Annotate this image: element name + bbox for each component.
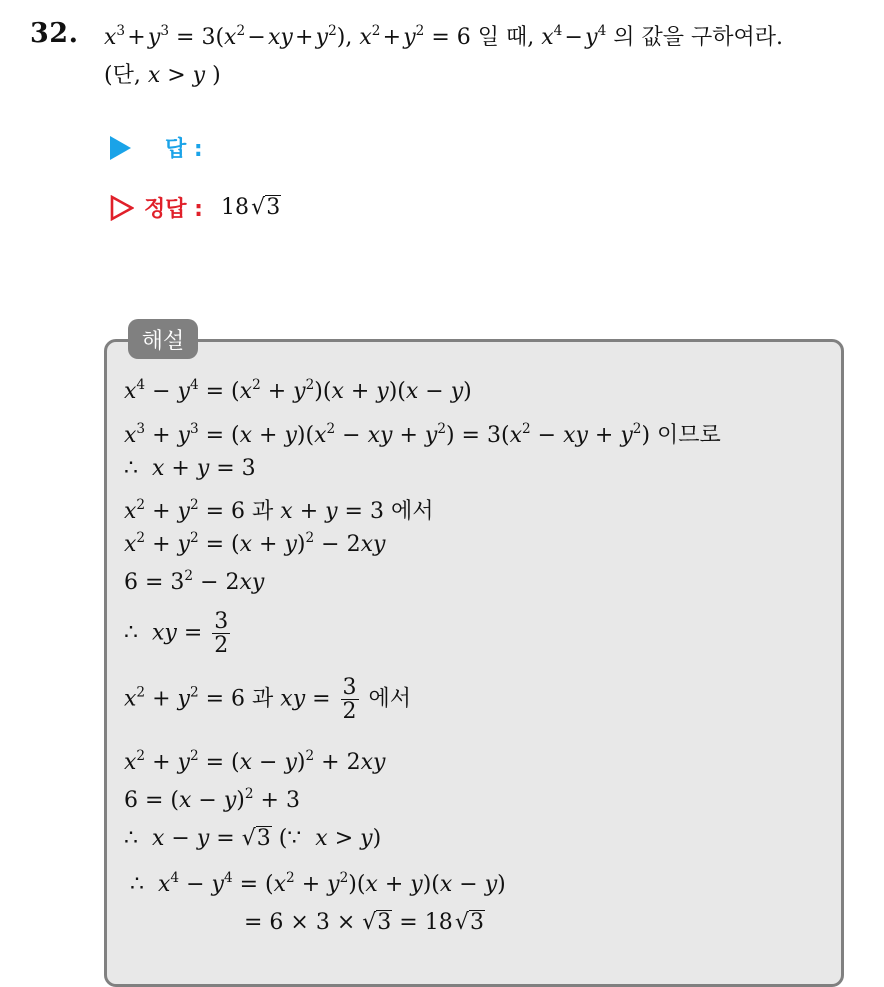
correct-answer-value [221, 195, 281, 220]
question-number: 32. [30, 18, 79, 49]
sqrt-symbol: √ 3 [241, 826, 271, 852]
sqrt-symbol: √ 3 [362, 910, 392, 936]
solution-line: $x^2 + y^2 = 6$ 과 xy = $\frac{3}{2}$ 에서 [124, 675, 412, 725]
answer-row [110, 132, 203, 163]
play-triangle-icon [110, 136, 131, 160]
fraction: $\frac{3}{2}$ [214, 609, 229, 659]
solution-line: $x^4 - y^4 = (x^2 + y^2)(x + y)(x - y)$ [124, 377, 472, 404]
correct-answer-row [110, 192, 281, 223]
solution-line: $6 = (x - y)^2 + 3$ [124, 786, 300, 813]
solution-line: $x^2 + y^2 = (x + y)^2 - 2xy$ [124, 530, 386, 557]
correct-answer-label: 정답 : [144, 197, 203, 222]
fraction: $\frac{3}{2}$ [342, 675, 357, 725]
question-condition: (단, x > y ) [104, 63, 221, 88]
explanation-tag: 해설 [128, 319, 198, 359]
solution-line: $x^2 + y^2 = (x - y)^2 + 2xy$ [124, 748, 386, 775]
solution-line: ∴ x + y = 3 [124, 456, 256, 481]
correct-answer-coefficient: 18 [220, 195, 249, 221]
question-text: $x^3$ + $y^3 = 3(x^2$ − xy + $y^2$), $x^2$ + $y^2 = 6$ 일 때, $x^4$ − $y^4$ 의 값을 구하여라. [104, 23, 784, 50]
solution-line: ∴ x − y = √ 3 (∵ x > y) [124, 826, 382, 852]
solution-line: = 6 × 3 × √ 3 = 18 √ 3 [244, 910, 484, 936]
solution-line: $x^2 + y^2 = 6$ 과 x + y = 3 에서 [124, 497, 434, 524]
sqrt-symbol: √ 3 [454, 910, 484, 936]
solution-line: $6 = 3^2 - 2xy$ [124, 568, 265, 595]
solution-line: $x^3 + y^3 = (x + y)(x^2$ − xy + $y^2) = 3(x^2$ − xy + $y^2$) 이므로 [124, 421, 721, 448]
outline-triangle-icon [110, 195, 134, 221]
correct-answer-radicand: 3 [266, 194, 281, 220]
answer-label: 답 : [165, 137, 203, 162]
sqrt-symbol: √ 3 [251, 194, 281, 221]
solution-line: ∴ xy = $\frac{3}{2}$ [124, 609, 229, 659]
solution-line: ∴ $x^4 - y^4 = (x^2 + y^2)(x + y)(x - y)$ [130, 870, 506, 897]
